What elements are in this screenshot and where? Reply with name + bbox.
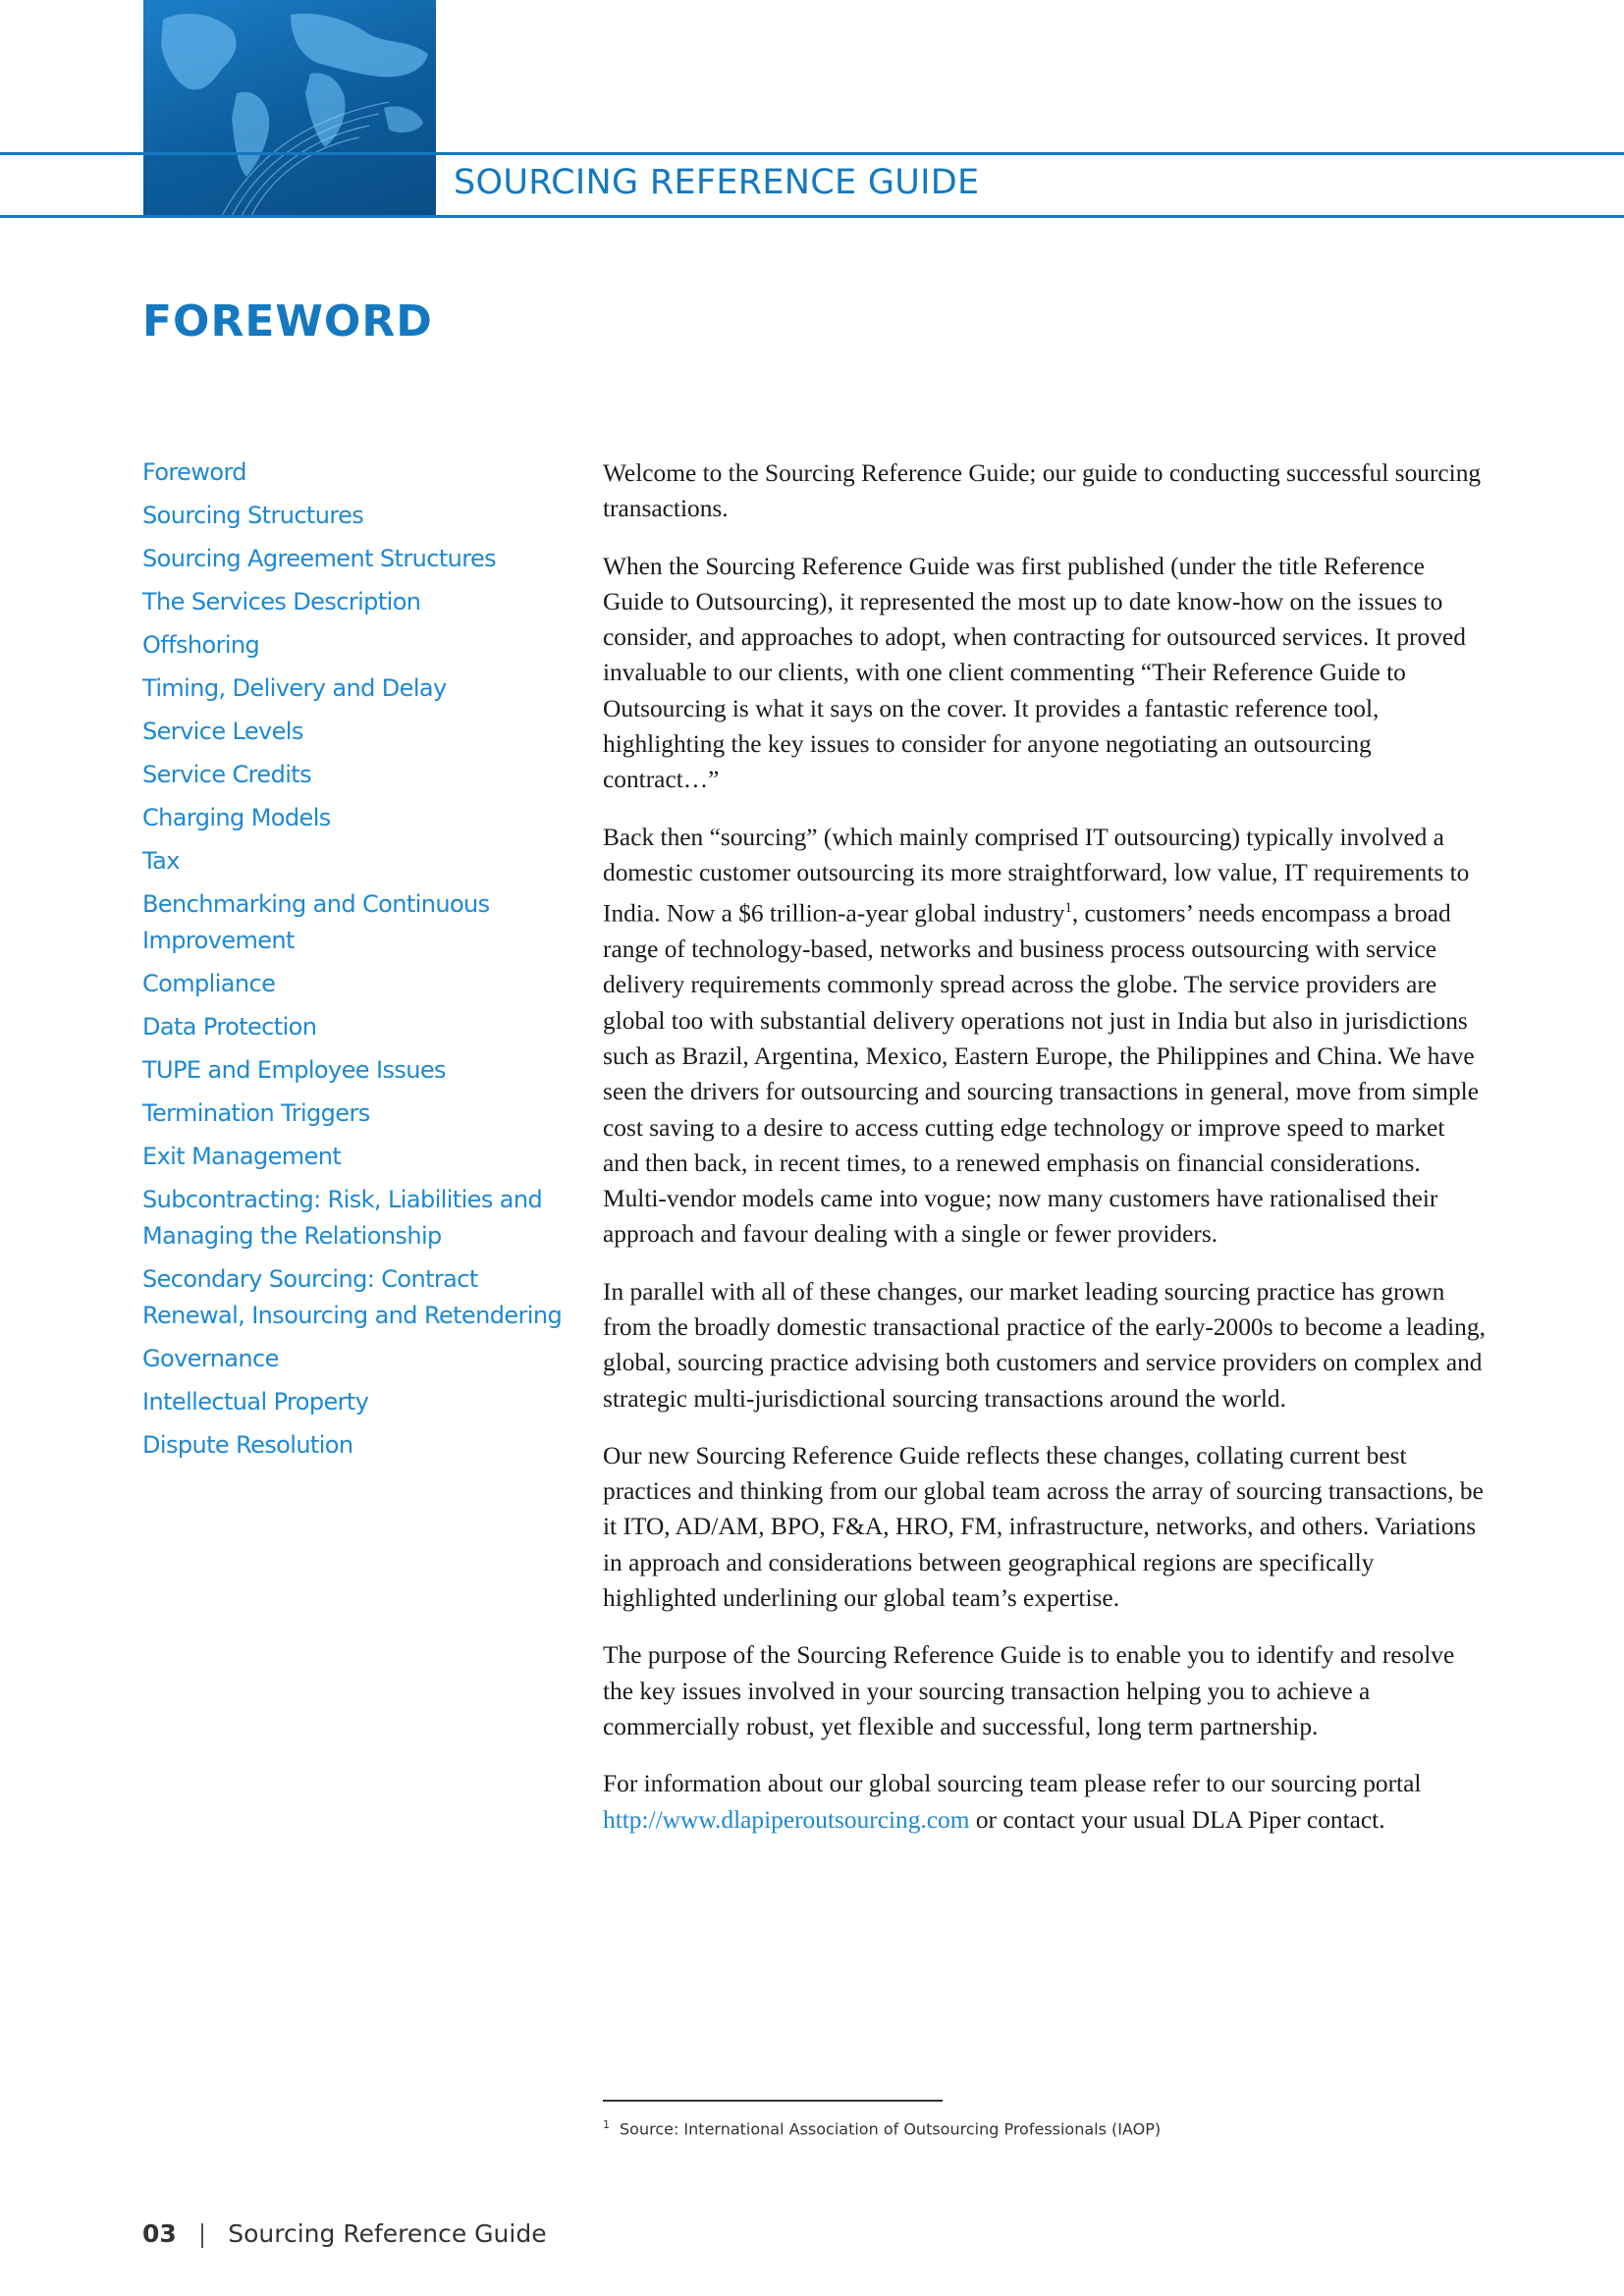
toc-item[interactable]: Dispute Resolution (142, 1431, 353, 1459)
toc-item[interactable]: Governance (142, 1345, 279, 1372)
page-footer (142, 2219, 547, 2248)
toc-item[interactable]: Data Protection (142, 1013, 317, 1041)
footer-separator: | (197, 2219, 207, 2248)
table-of-contents (142, 454, 565, 1470)
body-paragraph (603, 820, 1487, 1253)
toc-item[interactable]: Timing, Delivery and Delay (142, 674, 447, 702)
header-title: SOURCING REFERENCE GUIDE (454, 163, 980, 202)
body-paragraph: In parallel with all of these changes, our market leading sourcing practice has grown from the broadly domestic transactional practice of the early-2000s to become a leading, global, sourcing practice advising both customers and service providers on complex and strategic multi-jurisdictional sourcing transactions around the world. (603, 1277, 1486, 1413)
sourcing-portal-link[interactable]: http://www.dlapiperoutsourcing.com (603, 1805, 970, 1834)
toc-item[interactable]: Service Levels (142, 718, 303, 745)
footnote-divider (603, 2100, 943, 2102)
world-map-graphic (143, 0, 436, 216)
toc-item[interactable]: Subcontracting: Risk, Liabilities and Managing the Relationship (142, 1186, 543, 1250)
toc-item[interactable]: Sourcing Structures (142, 502, 364, 529)
toc-item[interactable]: Service Credits (142, 761, 312, 788)
footer-label: Sourcing Reference Guide (228, 2219, 547, 2248)
foreword-body (603, 455, 1487, 1859)
toc-item[interactable]: Foreword (142, 458, 246, 486)
page-heading: FOREWORD (142, 296, 433, 347)
footnote-mark: 1 (603, 2118, 610, 2131)
body-paragraph: The purpose of the Sourcing Reference Guide is to enable you to identify and resolve the key issues involved in your sourcing transaction helping you to achieve a commercially robust, yet flexible and successful, long term partnership. (603, 1641, 1455, 1740)
toc-item[interactable]: Charging Models (142, 804, 331, 831)
toc-item[interactable]: Secondary Sourcing: Contract Renewal, Insourcing and Retendering (142, 1265, 563, 1329)
body-paragraph (603, 1766, 1487, 1838)
body-text: For information about our global sourcing team please refer to our sourcing portal (603, 1770, 1422, 1798)
toc-item[interactable]: Sourcing Agreement Structures (142, 545, 497, 572)
body-paragraph: Welcome to the Sourcing Reference Guide; our guide to conducting successful sourcing transactions. (603, 459, 1482, 523)
header-rule-bottom (0, 215, 1624, 218)
toc-item[interactable]: Intellectual Property (142, 1388, 369, 1415)
body-text: or contact your usual DLA Piper contact. (969, 1805, 1385, 1834)
body-paragraph: When the Sourcing Reference Guide was first published (under the title Reference Guide to Outsourcing), it represented the most up to date know-how on the issues to consider, and approaches to adopt, when contracting for outsourced services. It proved invaluable to our clients, with one client commenting “Their Reference Guide to Outsourcing is what it says on the cover. It provides a fantastic reference tool, highlighting the key issues to consider for anyone negotiating an outsourcing contract…” (603, 552, 1466, 794)
header-rule-top (0, 152, 1624, 155)
toc-item[interactable]: The Services Description (142, 588, 421, 615)
toc-item[interactable]: Benchmarking and Continuous Improvement (142, 890, 490, 954)
footnote-reference: 1 (1064, 900, 1072, 917)
header-world-map-image (143, 0, 436, 216)
body-text: Back then “sourcing” (which mainly comprised IT outsourcing) typically involved a domestic customer outsourcing its more straightforward, low value, IT requirements to India. Now a $6 trillion-a-year global industry (603, 823, 1470, 928)
page-number: 03 (142, 2219, 177, 2248)
body-text: , customers’ needs encompass a broad range of technology-based, networks and business process outsourcing with service delivery requirements commonly spread across the globe. The service providers are global too with substantial delivery operations not just in India but also in jurisdictions such as Brazil, Argentina, Mexico, Eastern Europe, the Philippines and China. We have seen the drivers for outsourcing and sourcing transactions in general, move from simple cost saving to a desire to access cutting edge technology or improve speed to market and then back, in recent times, to a renewed emphasis on financial considerations. Multi-vendor models came into vogue; now many customers have rationalised their approach and favour dealing with a single or fewer providers. (603, 899, 1479, 1249)
toc-item[interactable]: Termination Triggers (142, 1099, 370, 1127)
toc-item[interactable]: Offshoring (142, 631, 260, 659)
footnote-text: Source: International Association of Outsourcing Professionals (IAOP) (620, 2119, 1162, 2139)
toc-item[interactable]: Compliance (142, 970, 276, 997)
body-paragraph: Our new Sourcing Reference Guide reflects these changes, collating current best practices and thinking from our global team across the array of sourcing transactions, be it ITO, AD/AM, BPO, F&A, HRO, FM, infrastructure, networks, and others. Variations in approach and considerations between geographical regions are specifically highlighted underlining our global team’s expertise. (603, 1441, 1484, 1613)
toc-item[interactable]: TUPE and Employee Issues (142, 1056, 446, 1084)
toc-item[interactable]: Exit Management (142, 1143, 342, 1170)
toc-item[interactable]: Tax (142, 847, 180, 875)
footnote (603, 2118, 1161, 2138)
